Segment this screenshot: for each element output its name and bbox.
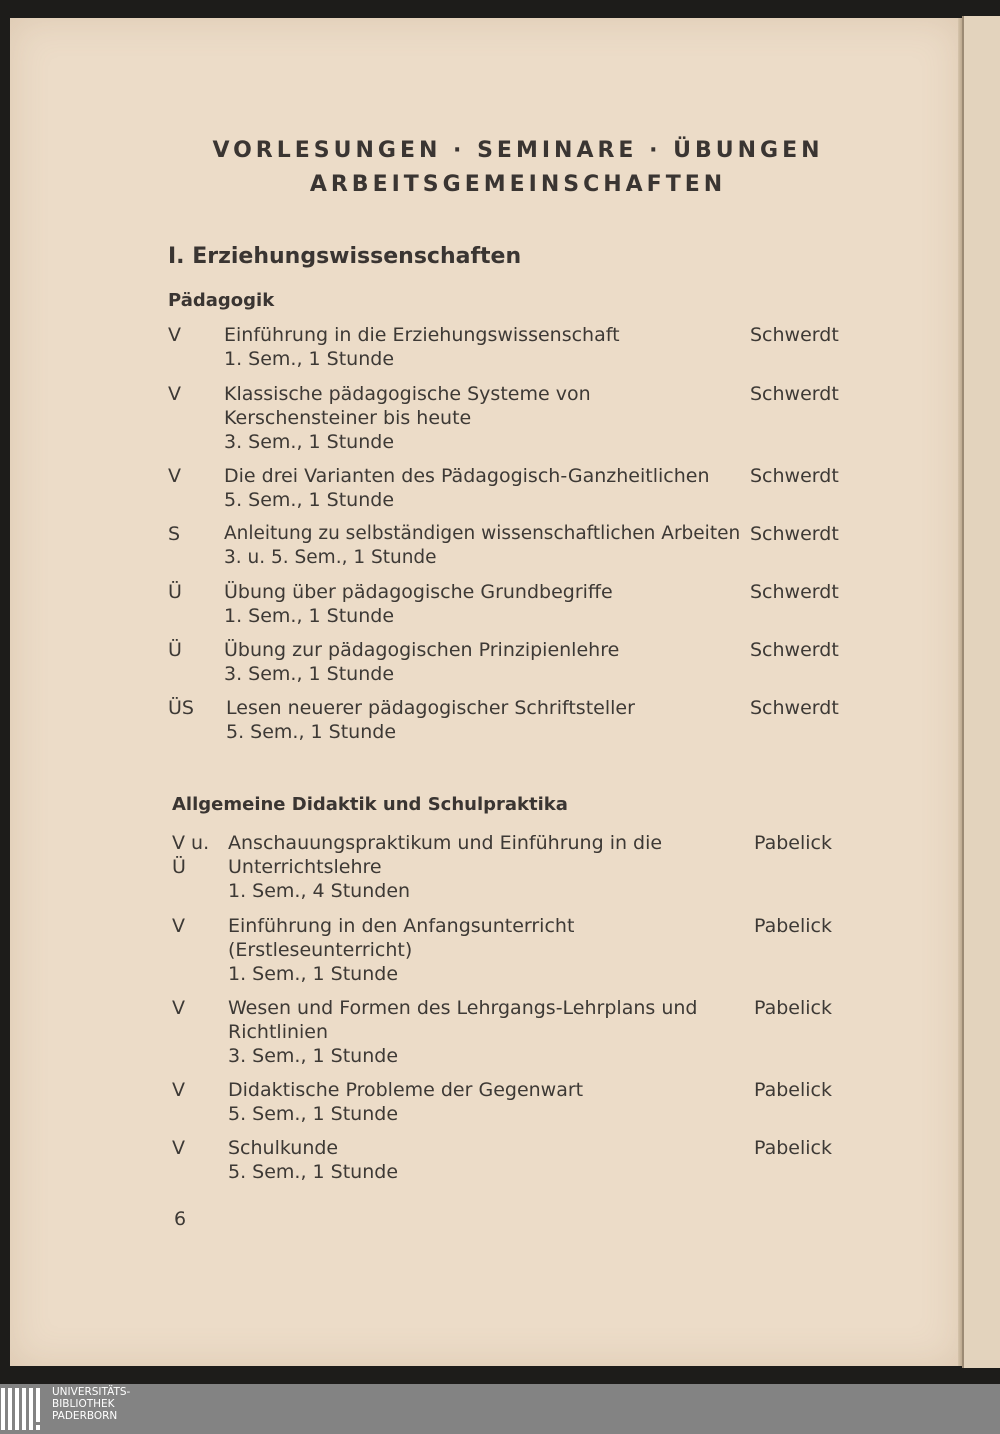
course-detail: 1. Sem., 4 Stunden [228,880,411,902]
course-detail: 5. Sem., 1 Stunde [226,721,397,743]
course-type: V [168,465,181,487]
course-detail: 3. Sem., 1 Stunde [224,431,395,453]
list-item [172,831,872,903]
course-type: V [172,1137,185,1159]
course-type: Ü [168,581,182,603]
course-title: Übung zur pädagogischen Prinzipienlehre [224,639,620,661]
list-item [172,1078,872,1126]
course-type: V [168,383,181,405]
list-item [168,382,868,454]
course-lecturer: Pabelick [754,1137,833,1159]
course-lecturer: Pabelick [754,1079,833,1101]
course-lecturer: Schwerdt [750,697,839,719]
course-title: Anleitung zu selbständigen wissenschaftlichen Arbeiten [224,523,741,544]
course-detail: 3. Sem., 1 Stunde [224,663,395,685]
course-detail: 5. Sem., 1 Stunde [228,1103,399,1125]
course-lecturer: Pabelick [754,997,833,1019]
list-item [168,696,868,744]
course-lecturer: Schwerdt [750,383,839,405]
course-type: V [172,1079,185,1101]
list-item [168,464,868,512]
course-title: Übung über pädagogische Grundbegriffe [224,581,613,603]
course-type: S [168,523,181,545]
library-name-line-2: BIBLIOTHEK [52,1398,115,1410]
library-name-line-1: UNIVERSITÄTS- [52,1386,131,1398]
course-lecturer: Schwerdt [750,324,839,346]
library-footer-bar [0,1384,1000,1434]
list-item [168,638,868,686]
course-lecturer: Schwerdt [750,581,839,603]
course-title: Die drei Varianten des Pädagogisch-Ganzheitlichen [224,465,710,487]
subsection-heading-didaktik: Allgemeine Didaktik und Schulpraktika [172,794,568,815]
page-title-line-1: VORLESUNGEN · SEMINARE · ÜBUNGEN [212,138,824,163]
subsection-heading-paedagogik: Pädagogik [168,290,275,311]
course-lecturer: Pabelick [754,915,833,937]
section-title: I. Erziehungswissenschaften [168,244,522,269]
course-lecturer: Schwerdt [750,523,839,545]
course-type: V [172,997,185,1019]
list-item [168,323,868,371]
library-name-line-3: PADERBORN [52,1410,118,1422]
course-detail: 1. Sem., 1 Stunde [228,963,399,985]
course-title: Schulkunde [228,1137,339,1159]
library-logo-icon [0,1386,46,1432]
course-type: Ü [168,639,182,661]
page-number: 6 [174,1208,187,1230]
course-type: V [172,915,185,937]
adjacent-page-edge [962,16,1000,1368]
course-title: Didaktische Probleme der Gegenwart [228,1079,584,1101]
course-detail: 5. Sem., 1 Stunde [224,489,395,511]
page-title-line-2: ARBEITSGEMEINSCHAFTEN [309,172,727,197]
course-type: ÜS [168,697,194,719]
course-detail: 3. u. 5. Sem., 1 Stunde [224,547,437,568]
course-detail: 1. Sem., 1 Stunde [224,605,395,627]
list-item [172,1136,872,1184]
course-detail: 1. Sem., 1 Stunde [224,348,395,370]
course-title: Wesen und Formen des Lehrgangs-Lehrplans und Richtlinien [228,997,698,1043]
list-item [168,522,868,570]
course-title: Lesen neuerer pädagogischer Schriftsteller [226,697,635,719]
list-item [172,914,872,986]
course-detail: 5. Sem., 1 Stunde [228,1161,399,1183]
course-lecturer: Schwerdt [750,639,839,661]
course-type: V u. Ü [172,832,210,878]
course-type: V [168,324,181,346]
course-title: Einführung in den Anfangsunterricht (Erstleseunterricht) [228,915,575,961]
list-item [172,996,872,1068]
course-title: Klassische pädagogische Systeme von Kerschensteiner bis heute [224,383,591,429]
course-lecturer: Schwerdt [750,465,839,487]
library-name [52,1386,130,1422]
course-title: Anschauungspraktikum und Einführung in die Unterrichtslehre [228,832,663,878]
course-lecturer: Pabelick [754,832,833,854]
course-title: Einführung in die Erziehungswissenschaft [224,324,620,346]
course-detail: 3. Sem., 1 Stunde [228,1045,399,1067]
list-item [168,580,868,628]
